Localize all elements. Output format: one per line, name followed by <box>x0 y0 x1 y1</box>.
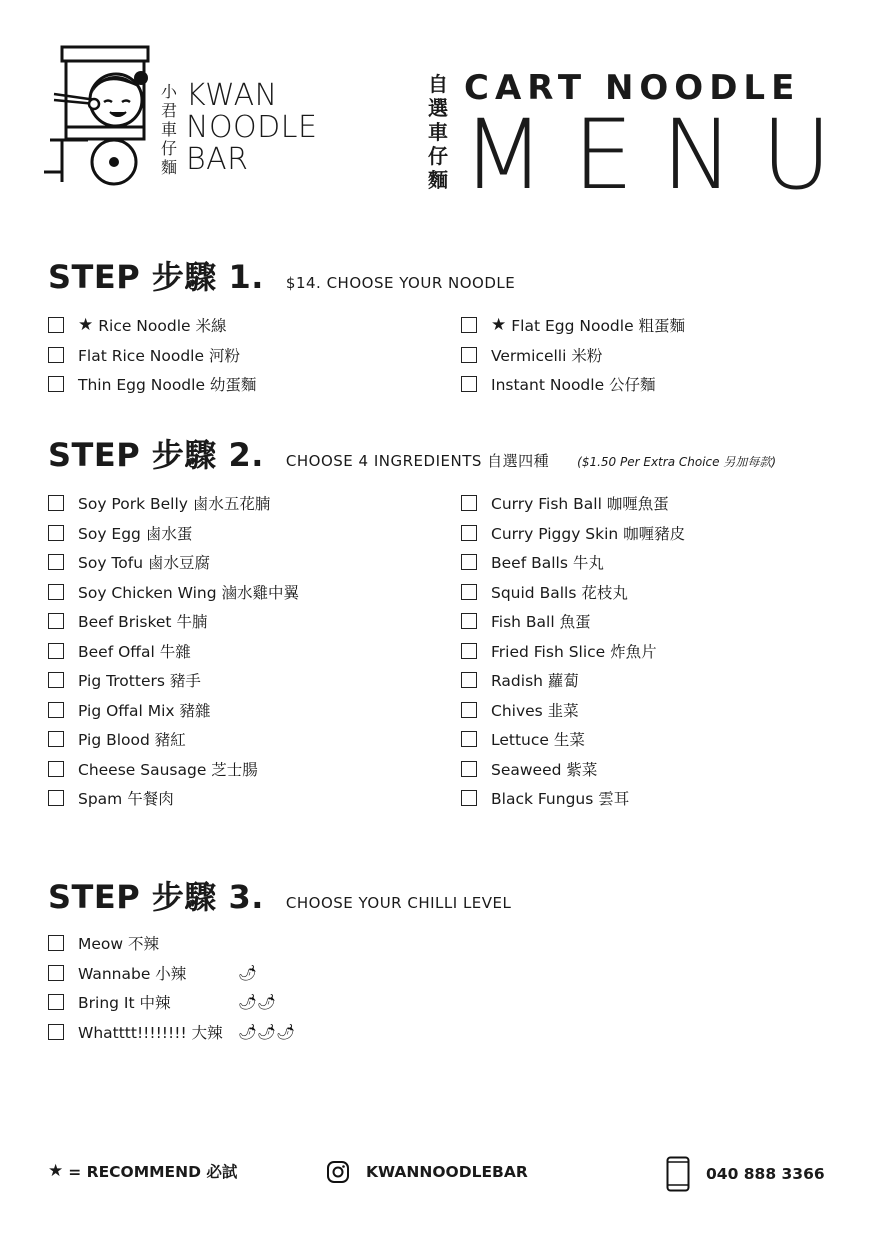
logo-chinese-name <box>158 82 180 177</box>
option-label: Lettuce 生菜 <box>491 731 585 749</box>
ingredient-option[interactable] <box>48 669 299 691</box>
ingredient-option[interactable] <box>48 787 299 809</box>
option-label: Chives 韭菜 <box>491 701 579 720</box>
step3-header <box>48 872 511 918</box>
logo-cn-char: 車 <box>160 120 177 139</box>
recommend-star-icon: ★ <box>78 315 94 335</box>
step3-list <box>48 932 295 1043</box>
checkbox[interactable] <box>48 935 64 951</box>
chilli-option[interactable] <box>48 1021 295 1043</box>
checkbox[interactable] <box>461 317 477 333</box>
noodle-option[interactable] <box>461 373 685 395</box>
ingredient-option[interactable] <box>461 581 685 603</box>
phone-icon <box>666 1156 690 1192</box>
phone-number[interactable]: 040 888 3366 <box>706 1165 825 1183</box>
checkbox[interactable] <box>48 731 64 747</box>
option-label: Pig Blood 豬紅 <box>78 731 186 749</box>
option-label: Radish 蘿蔔 <box>491 672 579 690</box>
option-label: Instant Noodle 公仔麵 <box>491 376 656 394</box>
title-subheading: CART NOODLE <box>464 68 801 108</box>
option-label: Soy Pork Belly 鹵水五花腩 <box>78 495 271 513</box>
footer-phone[interactable] <box>666 1156 825 1192</box>
checkbox[interactable] <box>48 994 64 1010</box>
logo-cn-char: 仔 <box>160 139 177 158</box>
step2-extra-note: ($1.50 Per Extra Choice 另加每款) <box>577 455 777 469</box>
checkbox[interactable] <box>48 317 64 333</box>
ingredient-option[interactable] <box>48 522 299 544</box>
step3-heading: STEP 步驟 3. <box>48 878 264 916</box>
logo-en-line: BAR <box>186 142 249 177</box>
option-label: Bring It 中辣 <box>78 994 171 1012</box>
title-cn-char: 麵 <box>428 168 448 192</box>
ingredient-option[interactable] <box>461 610 685 632</box>
ingredient-option[interactable] <box>461 640 685 662</box>
logo-cn-char: 麵 <box>160 158 177 177</box>
option-label: Squid Balls 花枝丸 <box>491 583 628 602</box>
checkbox[interactable] <box>48 525 64 541</box>
title-cn-char: 自 <box>428 72 448 96</box>
checkbox[interactable] <box>461 613 477 629</box>
option-label: Soy Chicken Wing 滷水雞中翼 <box>78 583 299 602</box>
option-label: Pig Trotters 豬手 <box>78 672 201 690</box>
ingredient-option[interactable] <box>48 640 299 662</box>
checkbox[interactable] <box>48 584 64 600</box>
option-label: Meow 不辣 <box>78 935 159 953</box>
option-label: Beef Offal 牛雜 <box>78 642 191 661</box>
checkbox[interactable] <box>48 702 64 718</box>
step1-description: $14. CHOOSE YOUR NOODLE <box>285 274 516 292</box>
checkbox[interactable] <box>48 1024 64 1040</box>
checkbox[interactable] <box>461 495 477 511</box>
noodle-option[interactable] <box>461 344 685 366</box>
title-cn-char: 仔 <box>428 144 448 168</box>
recommend-legend-text: = RECOMMEND 必試 <box>68 1163 238 1181</box>
ingredient-option[interactable] <box>48 728 299 750</box>
checkbox[interactable] <box>461 731 477 747</box>
option-label: Whatttt!!!!!!!! 大辣 <box>78 1023 223 1042</box>
chilli-option[interactable] <box>48 932 295 954</box>
option-label: Wannabe 小辣 <box>78 964 187 983</box>
ingredient-option[interactable] <box>461 551 685 573</box>
option-label: Beef Balls 牛丸 <box>491 554 604 572</box>
chilli-pepper-icon: 🌶 <box>238 963 258 982</box>
noodle-option[interactable] <box>48 314 256 336</box>
option-label: Fish Ball 魚蛋 <box>491 613 591 631</box>
option-label: Fried Fish Slice 炸魚片 <box>491 642 657 661</box>
chilli-option[interactable] <box>48 962 295 984</box>
noodle-option[interactable] <box>461 314 685 336</box>
checkbox[interactable] <box>48 554 64 570</box>
option-label: Soy Tofu 鹵水豆腐 <box>78 554 210 572</box>
chilli-pepper-icon: 🌶 <box>238 993 258 1011</box>
checkbox[interactable] <box>461 790 477 806</box>
option-label: Beef Brisket 牛腩 <box>78 613 208 631</box>
ingredient-option[interactable] <box>461 699 685 721</box>
checkbox[interactable] <box>48 965 64 981</box>
ingredient-option[interactable] <box>461 522 685 544</box>
checkbox[interactable] <box>461 554 477 570</box>
chilli-pepper-icon: 🌶 <box>257 1022 277 1041</box>
checkbox[interactable] <box>48 790 64 806</box>
option-label: Soy Egg 鹵水蛋 <box>78 524 193 543</box>
checkbox[interactable] <box>461 672 477 688</box>
logo-cn-char: 小 <box>160 82 177 101</box>
ingredient-option[interactable] <box>48 492 299 514</box>
ingredient-option[interactable] <box>461 787 685 809</box>
checkbox[interactable] <box>48 761 64 777</box>
checkbox[interactable] <box>48 643 64 659</box>
ingredient-option[interactable] <box>48 581 299 603</box>
logo-en-line: NOODLE <box>186 110 318 145</box>
cart-logo-illustration <box>44 42 154 192</box>
step1-heading: STEP 步驟 1. <box>48 258 264 296</box>
checkbox[interactable] <box>461 702 477 718</box>
checkbox[interactable] <box>48 613 64 629</box>
ingredient-option[interactable] <box>48 699 299 721</box>
ingredient-option[interactable] <box>461 669 685 691</box>
chilli-option[interactable] <box>48 991 295 1013</box>
recommend-star-icon: ★ <box>491 315 507 335</box>
ingredient-option[interactable] <box>461 492 685 514</box>
checkbox[interactable] <box>48 495 64 511</box>
option-label: Curry Fish Ball 咖喱魚蛋 <box>491 495 669 513</box>
page-title: MENU <box>462 99 860 211</box>
checkbox[interactable] <box>461 643 477 659</box>
step3-description: CHOOSE YOUR CHILLI LEVEL <box>285 894 512 912</box>
step1-right-list <box>461 314 685 395</box>
chilli-pepper-icon: 🌶 <box>257 993 277 1011</box>
option-label: Thin Egg Noodle 幼蛋麵 <box>78 376 257 394</box>
ingredient-option[interactable] <box>48 610 299 632</box>
checkbox[interactable] <box>461 525 477 541</box>
step2-header <box>48 430 776 476</box>
option-label: Rice Noodle 米線 <box>98 317 227 335</box>
checkbox[interactable] <box>461 761 477 777</box>
option-label: Black Fungus 雲耳 <box>491 790 630 808</box>
ingredient-option[interactable] <box>48 758 299 780</box>
checkbox[interactable] <box>48 672 64 688</box>
step1-header <box>48 252 515 298</box>
option-label: Flat Egg Noodle 粗蛋麵 <box>511 317 686 335</box>
step1-left-list <box>48 314 256 395</box>
step2-heading: STEP 步驟 2. <box>48 436 264 474</box>
instagram-handle[interactable]: KWANNOODLEBAR <box>366 1163 528 1181</box>
chilli-pepper-icon: 🌶 <box>276 1022 296 1041</box>
option-label: Flat Rice Noodle 河粉 <box>78 347 240 365</box>
option-label: Spam 午餐肉 <box>78 790 174 808</box>
step2-left-list <box>48 492 299 809</box>
ingredient-option[interactable] <box>461 758 685 780</box>
checkbox[interactable] <box>48 376 64 392</box>
title-chinese <box>425 72 451 192</box>
option-label: Seaweed 紫菜 <box>491 760 598 779</box>
footer-instagram[interactable] <box>326 1160 528 1184</box>
checkbox[interactable] <box>461 584 477 600</box>
option-label: Pig Offal Mix 豬雜 <box>78 701 211 720</box>
logo-english-name <box>186 80 317 176</box>
checkbox[interactable] <box>461 376 477 392</box>
checkbox[interactable] <box>461 347 477 363</box>
noodle-option[interactable] <box>48 344 256 366</box>
logo-en-line: KWAN <box>186 78 278 113</box>
title-cn-char: 選 <box>428 96 448 120</box>
ingredient-option[interactable] <box>48 551 299 573</box>
step2-right-list <box>461 492 685 809</box>
ingredient-option[interactable] <box>461 728 685 750</box>
title-cn-char: 車 <box>428 120 448 144</box>
option-label: Curry Piggy Skin 咖喱豬皮 <box>491 524 686 543</box>
checkbox[interactable] <box>48 347 64 363</box>
recommend-star-icon: ★ <box>48 1161 64 1181</box>
option-label: Vermicelli 米粉 <box>491 347 603 365</box>
option-label: Cheese Sausage 芝士腸 <box>78 760 258 779</box>
footer-recommend-legend <box>48 1160 237 1182</box>
noodle-option[interactable] <box>48 373 256 395</box>
chilli-pepper-icon: 🌶 <box>238 1022 258 1041</box>
step2-description: CHOOSE 4 INGREDIENTS 自選四種 <box>285 452 550 470</box>
logo-cn-char: 君 <box>160 101 177 120</box>
instagram-icon <box>326 1160 350 1184</box>
